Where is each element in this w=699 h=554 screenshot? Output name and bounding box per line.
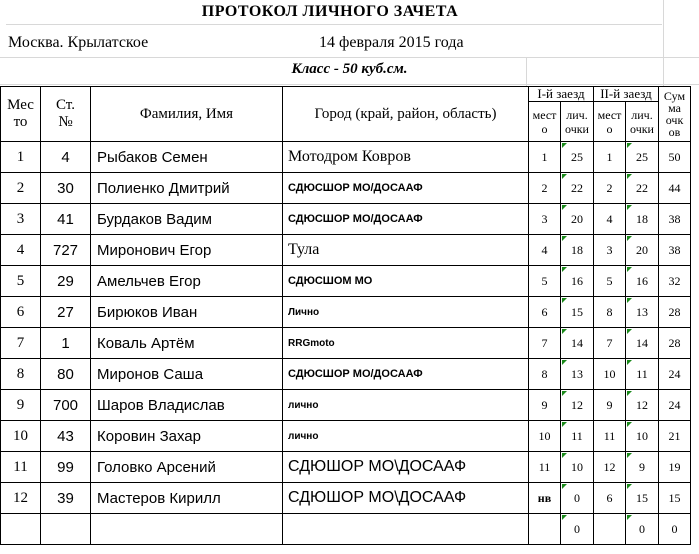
cell-heat2-points: 10 [626, 421, 659, 452]
cell-place [1, 514, 41, 545]
cell-total: 19 [659, 452, 691, 483]
cell-heat2-points: 22 [626, 173, 659, 204]
cell-city: Лично [283, 297, 529, 328]
heat1-header [529, 87, 594, 102]
cell-name: Коровин Захар [91, 421, 283, 452]
cell-name: Головко Арсений [91, 452, 283, 483]
cell-city [283, 514, 529, 545]
heat2-points-label: лич. очки [630, 107, 654, 136]
cell-heat2-points: 9 [626, 452, 659, 483]
table-row [1, 483, 691, 514]
cell-heat1-points: 0 [561, 483, 594, 514]
cell-heat1-points: 16 [561, 266, 594, 297]
cell-city: СДЮСШОР МО/ДОСААФ [283, 204, 529, 235]
col-city-label: Город (край, район, область) [314, 105, 497, 122]
cell-name: Миронов Саша [91, 359, 283, 390]
cell-heat1-points: 14 [561, 328, 594, 359]
cell-heat1-points: 12 [561, 390, 594, 421]
cell-total: 21 [659, 421, 691, 452]
cell-city: RRGmoto [283, 328, 529, 359]
cell-heat2-points: 12 [626, 390, 659, 421]
cell-heat1-place: 6 [529, 297, 561, 328]
cell-total: 24 [659, 390, 691, 421]
cell-heat1-place: 10 [529, 421, 561, 452]
cell-total: 28 [659, 297, 691, 328]
cell-heat1-place: 5 [529, 266, 561, 297]
cell-place: 9 [1, 390, 41, 421]
results-table [0, 86, 691, 545]
col-place-header [1, 87, 41, 142]
heat1-points-header [561, 102, 594, 142]
heat2-points-header [626, 102, 659, 142]
cell-total: 50 [659, 142, 691, 173]
table-row [1, 421, 691, 452]
cell-heat2-place: 4 [594, 204, 626, 235]
event-date: 14 февраля 2015 года [319, 34, 464, 51]
heat1-label: I-й заезд [537, 86, 585, 101]
col-sum-header [659, 87, 691, 142]
cell-name: Бурдаков Вадим [91, 204, 283, 235]
table-row [1, 235, 691, 266]
table-row [1, 514, 691, 545]
cell-place: 2 [1, 173, 41, 204]
heat1-place-label: мест о [532, 107, 557, 136]
cell-name: Полиенко Дмитрий [91, 173, 283, 204]
cell-heat1-place: 8 [529, 359, 561, 390]
cell-heat1-points: 13 [561, 359, 594, 390]
cell-heat2-place: 9 [594, 390, 626, 421]
cell-place: 4 [1, 235, 41, 266]
cell-city: лично [283, 390, 529, 421]
cell-heat1-points: 20 [561, 204, 594, 235]
table-row [1, 297, 691, 328]
cell-city: лично [283, 421, 529, 452]
table-row [1, 390, 691, 421]
cell-city: Мотодром Ковров [283, 142, 529, 173]
cell-total: 24 [659, 359, 691, 390]
col-sum-label: Сум ма очк ов [663, 89, 686, 139]
cell-total: 0 [659, 514, 691, 545]
cell-heat2-points: 11 [626, 359, 659, 390]
cell-city: СДЮШОР МО\ДОСААФ [283, 483, 529, 514]
heat2-label: II-й заезд [600, 86, 652, 101]
cell-heat2-points: 0 [626, 514, 659, 545]
cell-heat1-points: 10 [561, 452, 594, 483]
cell-total: 38 [659, 235, 691, 266]
cell-heat2-place: 3 [594, 235, 626, 266]
cell-number: 41 [41, 204, 91, 235]
cell-heat2-points: 16 [626, 266, 659, 297]
cell-city: СДЮСШОМ МО [283, 266, 529, 297]
cell-heat2-points: 14 [626, 328, 659, 359]
col-city-header [283, 87, 529, 142]
cell-number: 727 [41, 235, 91, 266]
col-place-label: Мес то [7, 97, 34, 130]
cell-number: 700 [41, 390, 91, 421]
cell-heat1-points: 22 [561, 173, 594, 204]
col-number-header [41, 87, 91, 142]
cell-number: 80 [41, 359, 91, 390]
col-name-label: Фамилия, Имя [139, 105, 234, 122]
cell-heat1-place: нв [529, 483, 561, 514]
cell-place: 11 [1, 452, 41, 483]
cell-heat1-place: 9 [529, 390, 561, 421]
cell-number: 43 [41, 421, 91, 452]
cell-heat2-points: 13 [626, 297, 659, 328]
cell-total: 44 [659, 173, 691, 204]
class-label: Класс - 50 куб.см. [291, 61, 408, 77]
cell-name: Рыбаков Семен [91, 142, 283, 173]
cell-name: Коваль Артём [91, 328, 283, 359]
table-row [1, 328, 691, 359]
cell-heat1-place: 7 [529, 328, 561, 359]
cell-total: 15 [659, 483, 691, 514]
cell-number: 29 [41, 266, 91, 297]
cell-heat1-points: 25 [561, 142, 594, 173]
cell-place: 8 [1, 359, 41, 390]
cell-city: СДЮСШОР МО/ДОСААФ [283, 173, 529, 204]
cell-heat2-points: 20 [626, 235, 659, 266]
cell-heat1-place: 1 [529, 142, 561, 173]
protocol-title: ПРОТОКОЛ ЛИЧНОГО ЗАЧЕТА [201, 3, 459, 20]
col-number-label: Ст. № [56, 97, 75, 130]
cell-heat1-place: 4 [529, 235, 561, 266]
event-location: Москва. Крылатское [8, 34, 149, 51]
cell-place: 12 [1, 483, 41, 514]
col-name-header [91, 87, 283, 142]
cell-place: 3 [1, 204, 41, 235]
cell-number: 39 [41, 483, 91, 514]
cell-name [91, 514, 283, 545]
cell-total: 32 [659, 266, 691, 297]
cell-place: 1 [1, 142, 41, 173]
cell-number: 27 [41, 297, 91, 328]
cell-heat1-place: 3 [529, 204, 561, 235]
cell-heat2-place: 1 [594, 142, 626, 173]
cell-heat2-place [594, 514, 626, 545]
cell-heat1-place: 11 [529, 452, 561, 483]
sheet-gridline [0, 57, 699, 58]
cell-heat2-points: 15 [626, 483, 659, 514]
cell-heat1-place: 2 [529, 173, 561, 204]
sheet-gridline [0, 84, 699, 85]
table-row [1, 173, 691, 204]
cell-heat1-points: 15 [561, 297, 594, 328]
cell-place: 5 [1, 266, 41, 297]
cell-number: 99 [41, 452, 91, 483]
table-row [1, 359, 691, 390]
cell-city: Тула [283, 235, 529, 266]
cell-name: Амельчев Егор [91, 266, 283, 297]
heat1-place-header [529, 102, 561, 142]
cell-heat2-place: 7 [594, 328, 626, 359]
cell-heat2-place: 5 [594, 266, 626, 297]
cell-number [41, 514, 91, 545]
cell-number: 1 [41, 328, 91, 359]
heat2-place-label: мест о [597, 107, 622, 136]
cell-heat2-place: 11 [594, 421, 626, 452]
cell-heat2-place: 10 [594, 359, 626, 390]
cell-heat2-place: 12 [594, 452, 626, 483]
cell-number: 4 [41, 142, 91, 173]
table-row [1, 142, 691, 173]
cell-place: 10 [1, 421, 41, 452]
cell-heat2-place: 8 [594, 297, 626, 328]
cell-number: 30 [41, 173, 91, 204]
cell-heat2-points: 18 [626, 204, 659, 235]
cell-name: Мастеров Кирилл [91, 483, 283, 514]
cell-name: Бирюков Иван [91, 297, 283, 328]
cell-heat1-points: 11 [561, 421, 594, 452]
table-row [1, 452, 691, 483]
cell-heat1-points: 0 [561, 514, 594, 545]
cell-place: 6 [1, 297, 41, 328]
cell-total: 28 [659, 328, 691, 359]
cell-city: СДЮСШОР МО/ДОСААФ [283, 359, 529, 390]
cell-heat1-points: 18 [561, 235, 594, 266]
heat2-header [594, 87, 659, 102]
cell-total: 38 [659, 204, 691, 235]
title-divider [6, 24, 662, 25]
cell-name: Миронович Егор [91, 235, 283, 266]
cell-name: Шаров Владислав [91, 390, 283, 421]
table-row [1, 204, 691, 235]
cell-place: 7 [1, 328, 41, 359]
heat1-points-label: лич. очки [565, 107, 589, 136]
heat2-place-header [594, 102, 626, 142]
cell-heat2-place: 2 [594, 173, 626, 204]
cell-city: СДЮШОР МО\ДОСААФ [283, 452, 529, 483]
cell-heat2-place: 6 [594, 483, 626, 514]
cell-heat2-points: 25 [626, 142, 659, 173]
cell-heat1-place [529, 514, 561, 545]
table-row [1, 266, 691, 297]
